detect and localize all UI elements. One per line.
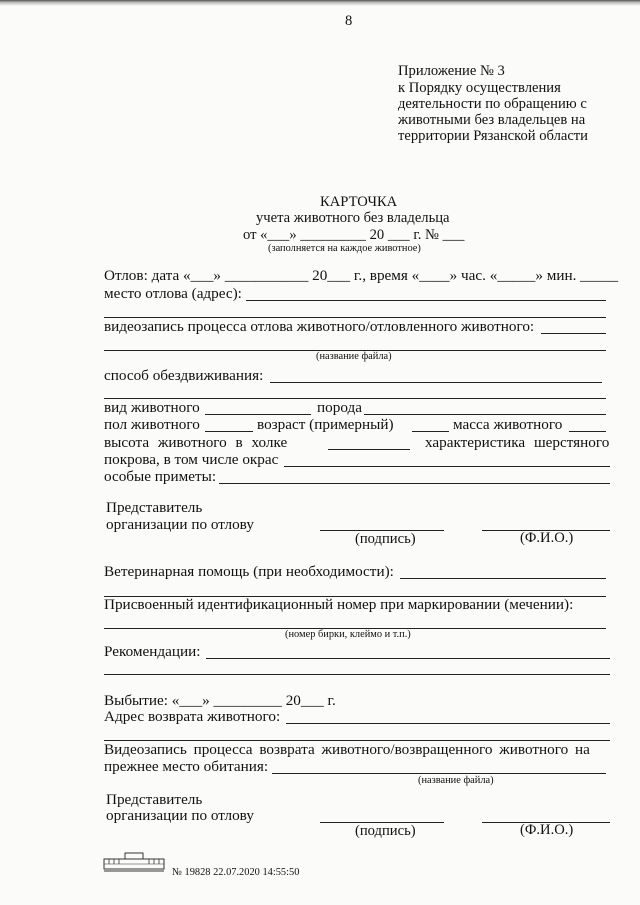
- capture-datetime-field: Отлов: дата «___» ___________ 20___ г., время «____» час. «_____» мин. _____: [104, 267, 619, 284]
- weight-line: [569, 431, 606, 432]
- rep2-label-2: организации по отлову: [106, 807, 254, 824]
- appendix-line: животными без владельцев на: [398, 112, 586, 128]
- file-name-hint-2: (название файла): [418, 775, 494, 786]
- video-return-label-2: прежнее место обитания:: [104, 758, 269, 775]
- immobilization-line: [270, 382, 602, 383]
- capture-place-label: место отлова (адрес):: [104, 285, 242, 302]
- scan-edge: [0, 0, 640, 6]
- appendix-line: деятельности по обращению с: [398, 96, 587, 112]
- age-label: возраст (примерный): [257, 416, 394, 433]
- disposal-field: Выбытие: «___» _________ 20___ г.: [104, 692, 336, 709]
- return-address-label: Адрес возврата животного:: [104, 708, 281, 725]
- recommendations-line-2: [104, 674, 610, 675]
- coat-label: характеристика шерстяного: [425, 434, 610, 451]
- species-label: вид животного: [104, 399, 200, 416]
- immobilization-label: способ обездвиживания:: [104, 367, 264, 384]
- signature-hint-2: (подпись): [355, 823, 416, 839]
- fio-hint: (Ф.И.О.): [520, 530, 574, 546]
- card-note: (заполняется на каждое животное): [268, 243, 421, 254]
- age-line: [412, 431, 449, 432]
- recommendations-label: Рекомендации:: [104, 643, 201, 660]
- building-stamp-icon: [103, 850, 165, 872]
- card-date-line: от «___» _________ 20 ___ г. № ___: [243, 227, 465, 243]
- signature-hint: (подпись): [355, 531, 416, 547]
- vet-line: [400, 578, 606, 579]
- page-number: 8: [345, 13, 353, 29]
- rep2-label: Представитель: [106, 791, 203, 808]
- file-name-hint: (название файла): [316, 351, 392, 362]
- video-return-label: Видеозапись процесса возврата животного/возвращенного животного на: [104, 741, 590, 758]
- features-label: особые приметы:: [104, 468, 217, 485]
- doc-stamp: № 19828 22.07.2020 14:55:50: [172, 867, 300, 878]
- rep-label-2: организации по отлову: [106, 516, 254, 533]
- appendix-line: Приложение № 3: [398, 63, 505, 79]
- rep-label: Представитель: [106, 499, 203, 516]
- id-number-label: Присвоенный идентификационный номер при маркировании (мечении):: [104, 596, 574, 613]
- species-line: [205, 414, 311, 415]
- card-subtitle: учета животного без владельца: [256, 210, 450, 226]
- video-capture-line: [541, 333, 606, 334]
- video-return-line: [272, 773, 606, 774]
- breed-line: [364, 414, 606, 415]
- fio-hint-2: (Ф.И.О.): [520, 822, 574, 838]
- coat-label-2: покрова, в том числе окрас: [104, 451, 279, 468]
- card-title: КАРТОЧКА: [320, 194, 398, 210]
- sex-line: [205, 431, 253, 432]
- tag-hint: (номер бирки, клеймо и т.п.): [285, 629, 411, 640]
- appendix-line: к Порядку осуществления: [398, 80, 561, 96]
- sex-label: пол животного: [104, 416, 200, 433]
- vet-label: Ветеринарная помощь (при необходимости):: [104, 563, 394, 580]
- breed-label: порода: [317, 399, 362, 416]
- height-line: [328, 449, 410, 450]
- coat-line: [284, 466, 610, 467]
- appendix-line: территории Рязанской области: [398, 128, 588, 144]
- return-address-line: [286, 723, 610, 724]
- recommendations-line: [206, 658, 610, 659]
- capture-place-line: [246, 300, 606, 301]
- height-label: высота животного в холке: [104, 434, 288, 451]
- video-capture-label: видеозапись процесса отлова животного/отловленного животного:: [104, 318, 535, 335]
- features-line: [219, 483, 610, 484]
- weight-label: масса животного: [453, 416, 563, 433]
